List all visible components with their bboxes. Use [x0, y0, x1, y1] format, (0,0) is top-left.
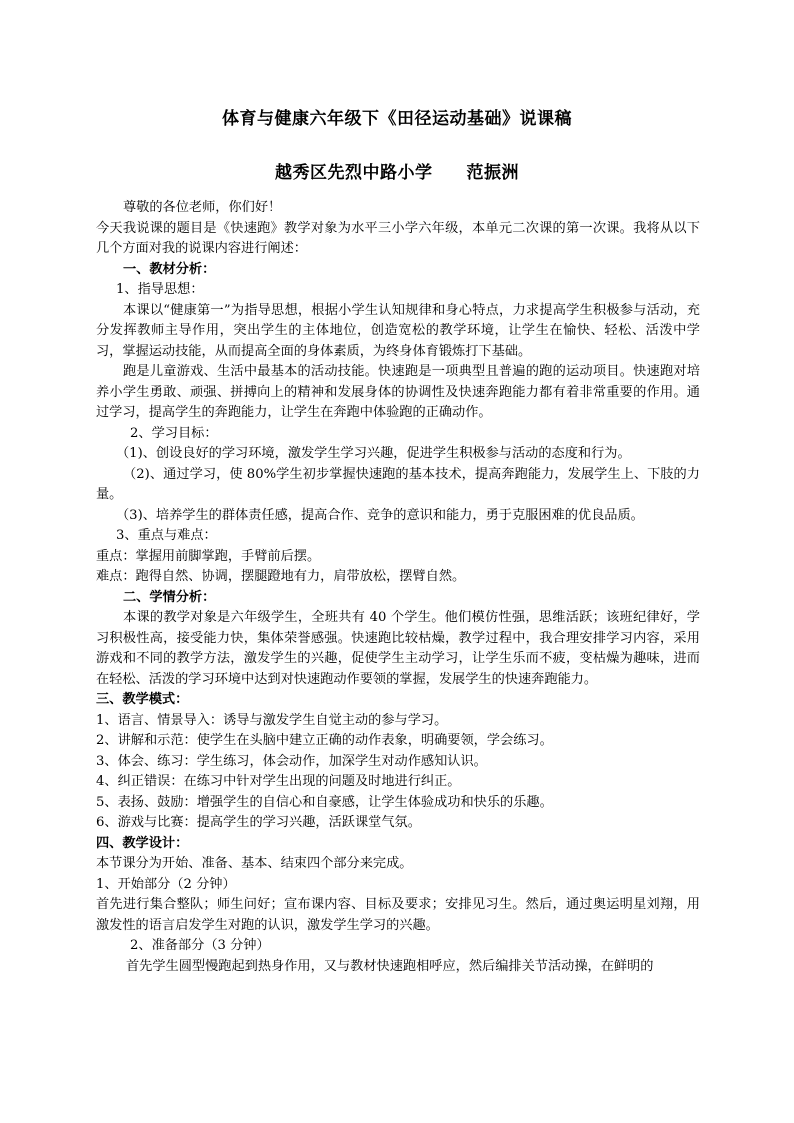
goal-2: （2)、通过学习，使 80%学生初步掌握快速跑的基本技术，提高奔跑能力，发展学生上、下肢的力量。	[96, 466, 700, 502]
key-point: 重点：掌握用前脚掌跑，手臂前后摆。	[96, 548, 321, 564]
mode-item-5: 5、表扬、鼓励：增强学生的自信心和自豪感，让学生体验成功和快乐的乐趣。	[96, 794, 553, 810]
author-name: 范振洲	[466, 163, 519, 183]
subsection-4-2-heading: 2、准备部分（3 分钟）	[130, 938, 270, 953]
document-title: 体育与健康六年级下《田径运动基础》说课稿	[222, 109, 572, 129]
design-overview: 本节课分为开始、准备、基本、结束四个部分来完成。	[96, 856, 413, 871]
preparation-part-paragraph: 首先学生圆型慢跑起到热身作用，又与教材快速跑相呼应，然后编排关节活动操，在鲜明的	[126, 958, 654, 974]
mode-item-1: 1、语言、情景导入：诱导与激发学生自觉主动的参与学习。	[96, 712, 448, 728]
guiding-ideology-paragraph: 本课以“健康第一”为指导思想，根据小学生认知规律和身心特点，力求提高学生积极参与活动，充分发挥教师主导作用，突出学生的主体地位，创造宽松的教学环境，让学生在愉快、轻松、活泼中学习，掌握运动技能，从而提高全面的身体素质，为终身体育锻炼打下基础。	[96, 302, 700, 359]
subsection-1-1-heading: 1、指导思想：	[116, 282, 204, 297]
section-3-heading: 三、教学模式：	[96, 692, 189, 707]
difficult-point: 难点：跑得自然、协调，摆腿蹬地有力，肩带放松，摆臂自然。	[96, 569, 466, 584]
school-name: 越秀区先烈中路小学	[275, 163, 433, 183]
running-importance-paragraph: 跑是儿童游戏、生活中最基本的活动技能。快速跑是一项典型且普遍的跑的运动项目。快速跑对培养小学生勇敢、顽强、拼搏向上的精神和发展身体的协调性及快速奔跑能力都有着非常重要的作用。通过学习，提高学生的奔跑能力，让学生在奔跑中体验跑的正确动作。	[96, 364, 700, 420]
greeting: 尊敬的各位老师，你们好！	[123, 200, 282, 215]
intro-paragraph: 今天我说课的题目是《快速跑》教学对象为水平三小学六年级，本单元二次课的第一次课。我将从以下几个方面对我的说课内容进行阐述：	[96, 220, 700, 256]
goal-3: （3)、培养学生的群体责任感，提高合作、竞争的意识和能力，勇于克服困难的优良品质。	[116, 507, 644, 523]
subsection-4-1-heading: 1、开始部分（2 分钟）	[96, 876, 236, 892]
subsection-1-2-heading: 2、学习目标：	[130, 425, 218, 441]
mode-item-3: 3、体会、练习：学生练习，体会动作，加深学生对动作感知认识。	[96, 753, 487, 769]
mode-item-6: 6、游戏与比赛：提高学生的学习兴趣，活跃课堂气氛。	[96, 815, 421, 830]
section-1-heading: 一、教材分析：	[123, 261, 216, 277]
goal-1: （1)、创设良好的学习环境，激发学生学习兴趣，促进学生积极参与活动的态度和行为。	[116, 446, 631, 461]
mode-item-4: 4、纠正错误：在练习中针对学生出现的问题及时地进行纠正。	[96, 774, 461, 789]
mode-item-2: 2、讲解和示范：使学生在头脑中建立正确的动作表象，明确要领，学会练习。	[96, 733, 553, 748]
section-4-heading: 四、教学设计：	[96, 835, 189, 851]
section-2-heading: 二、学情分析：	[123, 589, 216, 605]
document-body	[96, 198, 700, 977]
document-subtitle	[0, 158, 794, 183]
subsection-1-3-heading: 3、重点与难点：	[116, 528, 217, 543]
student-analysis-paragraph: 本课的教学对象是六年级学生，全班共有 40 个学生。他们模仿性强，思维活跃；该班纪律好，学习积极性高，接受能力快，集体荣誉感强。快速跑比较枯燥，教学过程中，我合理安排学习内容，采用游戏和不同的教学方法，激发学生的兴趣，促使学生主动学习，让学生乐而不疲，变枯燥为趣味，进而在轻松、活泼的学习环境中达到对快速跑动作要领的掌握，发展学生的快速奔跑能力。	[96, 610, 700, 687]
opening-part-paragraph: 首先进行集合整队；师生问好；宣布课内容、目标及要求；安排见习生。然后，通过奥运明星刘翔，用激发性的语言启发学生对跑的认识，激发学生学习的兴趣。	[96, 897, 700, 933]
